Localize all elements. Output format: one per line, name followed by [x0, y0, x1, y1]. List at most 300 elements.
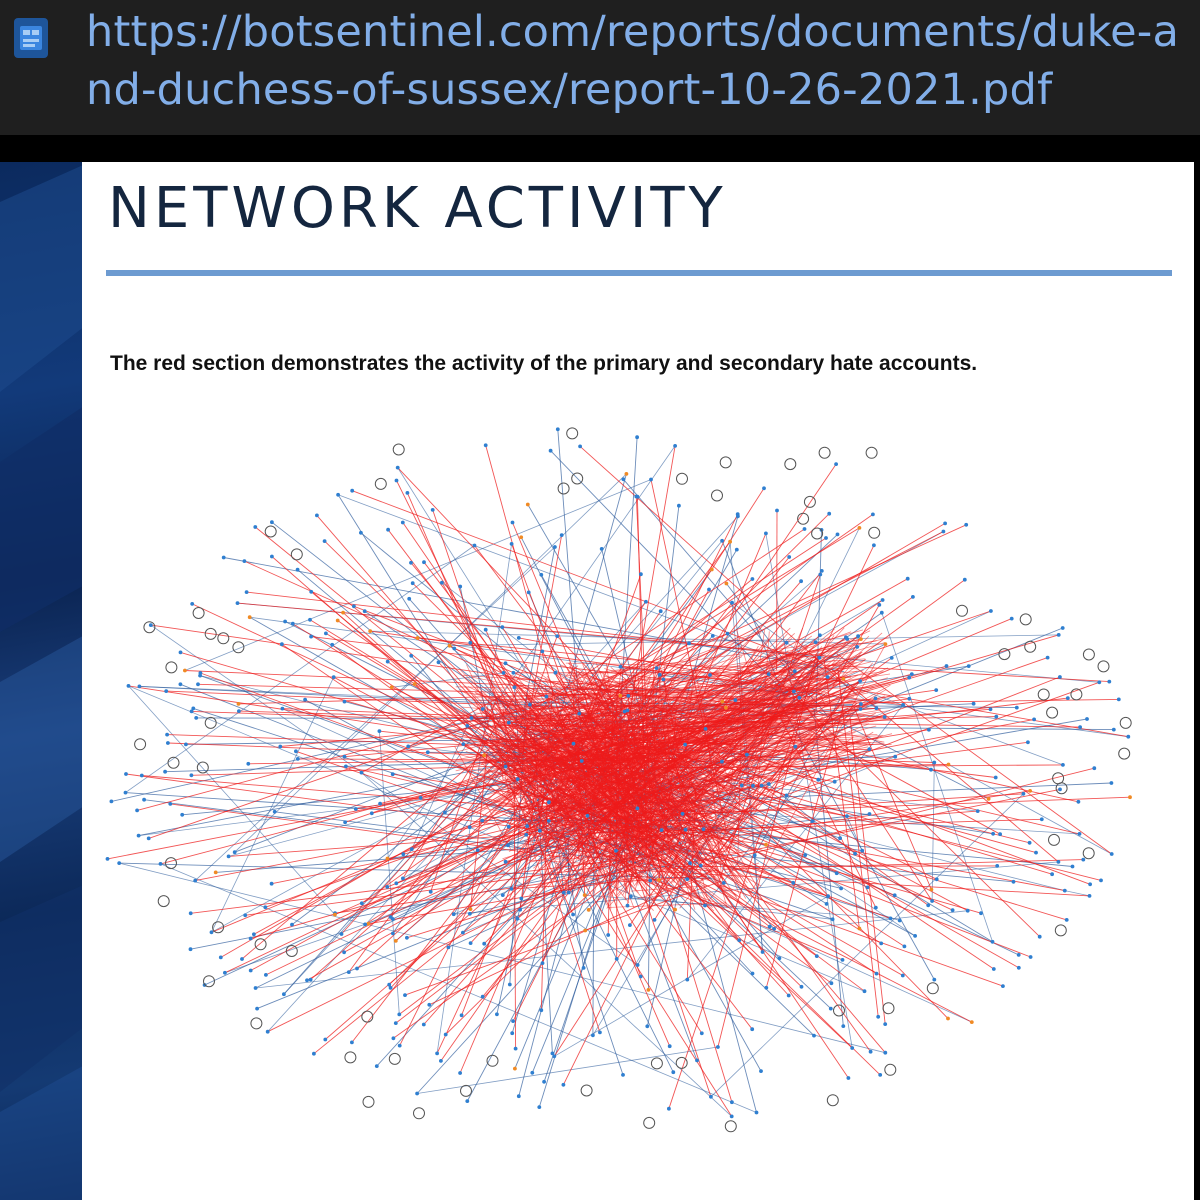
graph-node — [406, 745, 410, 749]
graph-node — [929, 768, 933, 772]
graph-node — [343, 820, 347, 824]
graph-node — [800, 985, 804, 989]
graph-node — [1061, 763, 1065, 767]
graph-node — [787, 555, 791, 559]
graph-node — [415, 1092, 419, 1096]
graph-node — [1088, 882, 1092, 886]
isolated-node — [785, 459, 796, 470]
isolated-node — [827, 1095, 838, 1106]
graph-node — [767, 782, 771, 786]
graph-node — [911, 595, 915, 599]
graph-node — [560, 533, 564, 537]
graph-node — [970, 1020, 974, 1024]
graph-node — [725, 582, 729, 586]
graph-node — [481, 707, 485, 711]
graph-node — [775, 509, 779, 513]
isolated-node — [999, 649, 1010, 660]
graph-node — [124, 791, 128, 795]
graph-node — [762, 486, 766, 490]
graph-node — [473, 544, 477, 548]
graph-node — [636, 963, 640, 967]
graph-node — [1077, 800, 1081, 804]
graph-node — [190, 602, 194, 606]
isolated-node — [265, 526, 276, 537]
graph-node — [835, 871, 839, 875]
graph-node — [264, 973, 268, 977]
isolated-node — [725, 1121, 736, 1132]
graph-node — [233, 850, 237, 854]
graph-node — [252, 932, 256, 936]
graph-node — [545, 695, 549, 699]
graph-node — [722, 881, 726, 885]
graph-node — [803, 853, 807, 857]
graph-node — [720, 539, 724, 543]
graph-node — [435, 1052, 439, 1056]
isolated-node — [581, 1085, 592, 1096]
graph-node — [883, 715, 887, 719]
isolated-node — [251, 1018, 262, 1029]
graph-node — [223, 971, 227, 975]
isolated-node — [1038, 689, 1049, 700]
graph-node — [826, 675, 830, 679]
hate-edge — [825, 665, 1109, 682]
graph-node — [189, 947, 193, 951]
graph-node — [386, 857, 390, 861]
graph-node — [138, 685, 142, 689]
graph-node — [482, 754, 486, 758]
graph-node — [389, 986, 393, 990]
isolated-node — [363, 1096, 374, 1107]
graph-node — [869, 1050, 873, 1054]
graph-node — [772, 927, 776, 931]
graph-node — [336, 493, 340, 497]
graph-node — [907, 676, 911, 680]
graph-node — [623, 710, 627, 714]
graph-node — [528, 703, 532, 707]
graph-node — [391, 932, 395, 936]
graph-node — [254, 986, 258, 990]
graph-node — [850, 1046, 854, 1050]
address-bar[interactable] — [0, 0, 1200, 137]
graph-node — [249, 937, 253, 941]
graph-node — [699, 864, 703, 868]
graph-node — [572, 742, 576, 746]
graph-node — [868, 812, 872, 816]
graph-node — [243, 559, 247, 563]
graph-node — [266, 1030, 270, 1034]
graph-node — [309, 590, 313, 594]
graph-node — [1097, 680, 1101, 684]
isolated-node — [1120, 717, 1131, 728]
graph-node — [405, 936, 409, 940]
graph-node — [460, 1013, 464, 1017]
graph-node — [966, 909, 970, 913]
isolated-node — [567, 428, 578, 439]
graph-node — [1010, 617, 1014, 621]
graph-node — [395, 479, 399, 483]
isolated-node — [135, 739, 146, 750]
graph-node — [1081, 858, 1085, 862]
graph-node — [730, 1100, 734, 1104]
graph-node — [1050, 872, 1054, 876]
graph-node — [730, 1115, 734, 1119]
graph-node — [598, 1031, 602, 1035]
graph-node — [1058, 788, 1062, 792]
graph-node — [166, 741, 170, 745]
graph-node — [110, 800, 114, 804]
graph-node — [278, 745, 282, 749]
graph-node — [519, 897, 523, 901]
graph-node — [461, 931, 465, 935]
graph-node — [648, 879, 652, 883]
edge — [554, 896, 828, 1056]
graph-node — [571, 913, 575, 917]
graph-node — [1078, 832, 1082, 836]
graph-node — [504, 860, 508, 864]
graph-node — [989, 707, 993, 711]
graph-node — [1066, 696, 1070, 700]
graph-node — [303, 698, 307, 702]
graph-node — [963, 578, 967, 582]
graph-node — [1071, 865, 1075, 869]
graph-node — [1046, 656, 1050, 660]
graph-node — [397, 1013, 401, 1017]
graph-node — [429, 890, 433, 894]
graph-node — [582, 966, 586, 970]
isolated-node — [166, 662, 177, 673]
graph-node — [707, 588, 711, 592]
graph-node — [737, 938, 741, 942]
graph-node — [845, 814, 849, 818]
graph-node — [1107, 680, 1111, 684]
graph-node — [1057, 860, 1061, 864]
graph-node — [751, 972, 755, 976]
isolated-node — [375, 478, 386, 489]
graph-node — [281, 707, 285, 711]
graph-node — [687, 642, 691, 646]
graph-node — [972, 702, 976, 706]
graph-node — [677, 504, 681, 508]
graph-node — [622, 477, 626, 481]
graph-node — [263, 905, 267, 909]
graph-node — [841, 958, 845, 962]
graph-node — [391, 772, 395, 776]
graph-node — [562, 1083, 566, 1087]
graph-node — [476, 848, 480, 852]
graph-node — [378, 729, 382, 733]
graph-node — [898, 919, 902, 923]
graph-node — [427, 1003, 431, 1007]
graph-node — [720, 760, 724, 764]
graph-node — [510, 1031, 514, 1035]
graph-node — [179, 682, 183, 686]
graph-node — [556, 427, 560, 431]
graph-node — [626, 904, 630, 908]
isolated-node — [883, 1003, 894, 1014]
graph-node — [926, 903, 930, 907]
graph-node — [1128, 795, 1132, 799]
graph-node — [375, 1064, 379, 1068]
graph-node — [468, 641, 472, 645]
graph-node — [945, 664, 949, 668]
graph-node — [1110, 852, 1114, 856]
graph-node — [1058, 675, 1062, 679]
graph-node — [240, 957, 244, 961]
graph-node — [1032, 718, 1036, 722]
isolated-node — [166, 858, 177, 869]
graph-node — [830, 981, 834, 985]
graph-node — [193, 879, 197, 883]
graph-node — [901, 974, 905, 978]
graph-node — [858, 679, 862, 683]
graph-node — [880, 611, 884, 615]
graph-node — [760, 784, 764, 788]
graph-node — [253, 525, 257, 529]
graph-node — [834, 462, 838, 466]
graph-node — [871, 513, 875, 517]
document-icon — [6, 12, 56, 62]
graph-node — [583, 893, 587, 897]
graph-node — [1038, 935, 1042, 939]
isolated-node — [866, 447, 877, 458]
graph-node — [504, 765, 508, 769]
graph-node — [343, 755, 347, 759]
graph-node — [422, 560, 426, 564]
graph-node — [989, 609, 993, 613]
graph-node — [343, 700, 347, 704]
graph-node — [401, 877, 405, 881]
graph-node — [942, 530, 946, 534]
isolated-node — [1020, 614, 1031, 625]
graph-node — [649, 478, 653, 482]
isolated-node — [197, 762, 208, 773]
graph-node — [994, 715, 998, 719]
isolated-node — [558, 483, 569, 494]
isolated-node — [927, 983, 938, 994]
graph-node — [237, 702, 241, 706]
graph-node — [482, 942, 486, 946]
graph-node — [791, 881, 795, 885]
graph-node — [992, 967, 996, 971]
graph-node — [296, 757, 300, 761]
graph-node — [820, 569, 824, 573]
graph-node — [1022, 792, 1026, 796]
graph-node — [803, 527, 807, 531]
graph-node — [764, 986, 768, 990]
graph-node — [444, 1033, 448, 1037]
graph-node — [183, 669, 187, 673]
graph-node — [913, 934, 917, 938]
graph-node — [764, 843, 768, 847]
graph-node — [671, 1070, 675, 1074]
graph-node — [812, 1034, 816, 1038]
graph-node — [340, 932, 344, 936]
divider — [0, 137, 1200, 162]
isolated-node — [677, 473, 688, 484]
graph-node — [396, 466, 400, 470]
graph-node — [368, 629, 372, 633]
graph-node — [1088, 894, 1092, 898]
graph-node — [270, 882, 274, 886]
graph-node — [540, 650, 544, 654]
graph-node — [577, 712, 581, 716]
graph-node — [512, 671, 516, 675]
graph-node — [359, 531, 363, 535]
graph-node — [658, 673, 662, 677]
graph-node — [124, 772, 128, 776]
graph-node — [647, 988, 651, 992]
graph-node — [751, 577, 755, 581]
url-text[interactable]: https://botsentinel.com/reports/documents/duke-and-duchess-of-sussex/report-10-26-2021.pdf — [86, 7, 1180, 115]
graph-node — [839, 887, 843, 891]
page-title: NETWORK ACTIVITY — [108, 176, 727, 241]
graph-node — [619, 694, 623, 698]
graph-node — [1085, 717, 1089, 721]
graph-node — [508, 983, 512, 987]
graph-node — [280, 642, 284, 646]
graph-node — [1012, 880, 1016, 884]
graph-node — [222, 556, 226, 560]
graph-node — [333, 913, 337, 917]
graph-node — [881, 598, 885, 602]
graph-node — [826, 894, 830, 898]
graph-node — [657, 878, 661, 882]
graph-node — [510, 887, 514, 891]
graph-node — [524, 833, 528, 837]
isolated-node — [205, 717, 216, 728]
graph-node — [875, 706, 879, 710]
graph-node — [600, 547, 604, 551]
graph-node — [879, 942, 883, 946]
graph-node — [539, 573, 543, 577]
graph-node — [448, 644, 452, 648]
graph-node — [619, 665, 623, 669]
graph-node — [1061, 626, 1065, 630]
graph-node — [874, 906, 878, 910]
graph-node — [323, 1038, 327, 1042]
graph-node — [964, 523, 968, 527]
graph-node — [290, 923, 294, 927]
graph-node — [484, 443, 488, 447]
graph-node — [469, 941, 473, 945]
graph-node — [797, 696, 801, 700]
graph-node — [833, 780, 837, 784]
graph-node — [419, 796, 423, 800]
graph-node — [180, 813, 184, 817]
graph-node — [934, 688, 938, 692]
isolated-node — [885, 1064, 896, 1075]
graph-node — [502, 671, 506, 675]
isolated-node — [414, 1108, 425, 1119]
graph-node — [947, 763, 951, 767]
graph-node — [724, 706, 728, 710]
graph-node — [350, 489, 354, 493]
graph-node — [248, 615, 252, 619]
isolated-node — [1049, 834, 1060, 845]
isolated-node — [461, 1085, 472, 1096]
graph-node — [347, 970, 351, 974]
graph-node — [863, 989, 867, 993]
graph-node — [291, 622, 295, 626]
figure-caption: The red section demonstrates the activity of the primary and secondary hate accounts. — [110, 352, 978, 375]
graph-node — [398, 1044, 402, 1048]
graph-node — [736, 512, 740, 516]
graph-node — [946, 1017, 950, 1021]
graph-node — [625, 472, 629, 476]
graph-node — [829, 1007, 833, 1011]
graph-node — [249, 969, 253, 973]
graph-node — [685, 978, 689, 982]
graph-node — [458, 1071, 462, 1075]
graph-node — [621, 1073, 625, 1077]
graph-node — [910, 672, 914, 676]
isolated-node — [712, 490, 723, 501]
isolated-node — [158, 896, 169, 907]
graph-node — [793, 669, 797, 673]
graph-node — [513, 1067, 517, 1071]
graph-node — [818, 573, 822, 577]
graph-node — [991, 832, 995, 836]
graph-node — [836, 533, 840, 537]
graph-node — [659, 609, 663, 613]
graph-node — [667, 1107, 671, 1111]
graph-node — [237, 709, 241, 713]
graph-node — [668, 1044, 672, 1048]
graph-node — [930, 899, 934, 903]
graph-node — [539, 1008, 543, 1012]
graph-node — [501, 893, 505, 897]
isolated-node — [218, 633, 229, 644]
graph-node — [583, 929, 587, 933]
graph-node — [614, 849, 618, 853]
graph-node — [401, 521, 405, 525]
graph-node — [824, 536, 828, 540]
graph-node — [872, 543, 876, 547]
graph-node — [553, 545, 557, 549]
graph-node — [168, 802, 172, 806]
graph-node — [858, 927, 862, 931]
graph-node — [283, 620, 287, 624]
graph-node — [907, 697, 911, 701]
graph-node — [137, 834, 141, 838]
graph-node — [480, 819, 484, 823]
isolated-node — [819, 447, 830, 458]
network-graph — [82, 162, 1194, 1200]
pdf-page — [82, 162, 1194, 1200]
graph-node — [416, 636, 420, 640]
graph-node — [511, 521, 515, 525]
graph-node — [350, 1041, 354, 1045]
isolated-node — [644, 1117, 655, 1128]
graph-node — [360, 901, 364, 905]
graph-node — [547, 819, 551, 823]
graph-node — [469, 907, 473, 911]
graph-node — [567, 891, 571, 895]
graph-node — [198, 674, 202, 678]
graph-node — [179, 651, 183, 655]
graph-node — [315, 514, 319, 518]
graph-node — [695, 1059, 699, 1063]
graph-node — [296, 568, 300, 572]
isolated-node — [1055, 925, 1066, 936]
graph-node — [190, 773, 194, 777]
graph-node — [210, 930, 214, 934]
graph-node — [1117, 698, 1121, 702]
graph-node — [106, 857, 110, 861]
graph-node — [309, 635, 313, 639]
graph-node — [401, 852, 405, 856]
graph-node — [184, 743, 188, 747]
